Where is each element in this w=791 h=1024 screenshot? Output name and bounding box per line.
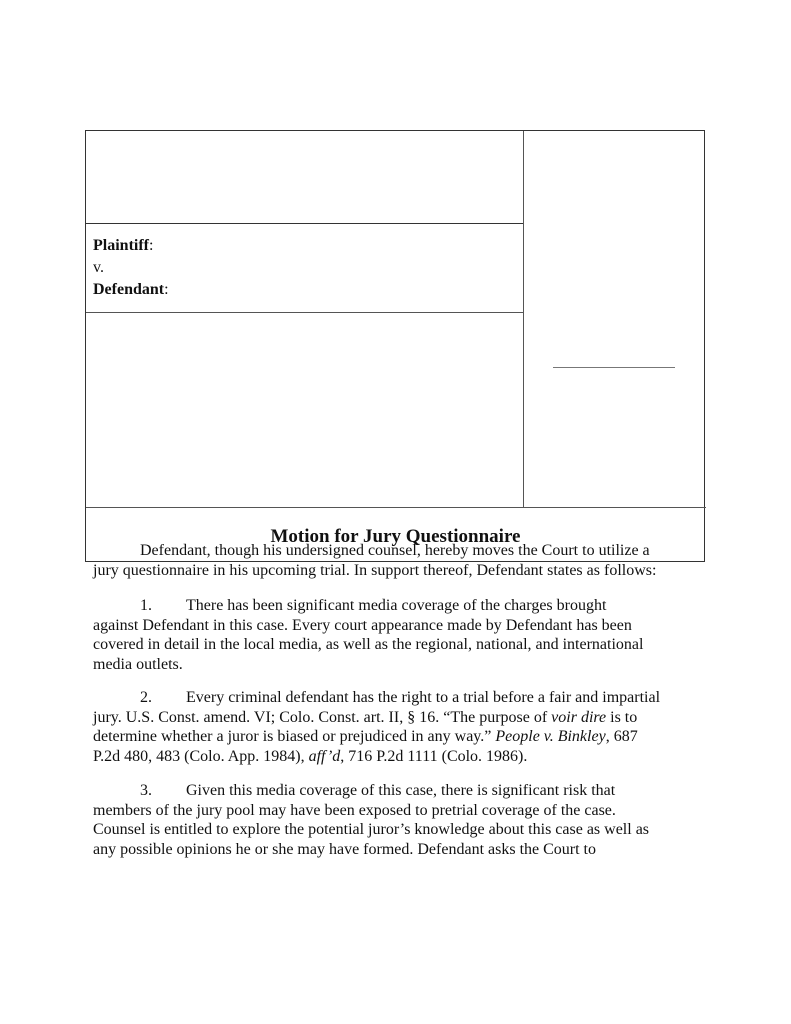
intro-line: Defendant, though his undersigned counsel, hereby moves the Court to utilize a: [140, 542, 650, 559]
paragraph-line: jury. U.S. Const. amend. VI; Colo. Const. art. II, § 16. “The purpose of voir dire is to: [93, 708, 638, 726]
case-term: voir dire: [551, 708, 607, 726]
paragraph-line: covered in detail in the local media, as well as the regional, national, and international: [93, 636, 644, 653]
intro-paragraph: [93, 541, 693, 580]
case-caption-box: [85, 130, 705, 562]
paragraph-line: media outlets.: [93, 655, 183, 673]
caption-divider-top: [86, 223, 523, 224]
defendant-label: Defendant: [93, 281, 165, 298]
paragraph-number: 2.: [140, 689, 152, 706]
paragraph-1: [93, 596, 693, 674]
paragraph-line: 1. There has been significant media coverage of the charges brought: [140, 597, 607, 614]
paragraph-number: 1.: [140, 597, 152, 614]
document-title: Motion for Jury Questionnaire: [270, 526, 521, 547]
plaintiff-colon: :: [149, 237, 154, 254]
court-use-line: [553, 367, 675, 368]
intro-line: jury questionnaire in his upcoming trial. In support thereof, Defendant states as follows:: [93, 561, 657, 579]
paragraph-line: members of the jury pool may have been exposed to pretrial coverage of the case.: [93, 801, 616, 819]
caption-divider-bottom: [86, 507, 706, 508]
caption-vertical-divider: [523, 131, 524, 507]
paragraph-line: Counsel is entitled to explore the potential juror’s knowledge about this case as well as: [93, 821, 650, 838]
defendant-line: [93, 279, 169, 301]
versus-text: v.: [93, 259, 104, 276]
paragraph-3: [93, 781, 693, 859]
paragraph-line: P.2d 480, 483 (Colo. App. 1984), aff’d, 716 P.2d 1111 (Colo. 1986).: [93, 747, 528, 765]
paragraph-line: determine whether a juror is biased or prejudiced in any way.” People v. Binkley, 687: [93, 728, 638, 745]
paragraph-2: [93, 688, 693, 766]
paragraph-line: 2. Every criminal defendant has the right to a trial before a fair and impartial: [140, 689, 661, 706]
defendant-colon: :: [164, 281, 169, 298]
paragraph-line: 3. Given this media coverage of this case, there is significant risk that: [140, 782, 616, 799]
paragraph-number: 3.: [140, 782, 152, 799]
parties-block: [93, 235, 169, 301]
paragraph-line: against Defendant in this case. Every court appearance made by Defendant has been: [93, 616, 632, 634]
case-citation-name: People v. Binkley: [495, 728, 606, 745]
plaintiff-line: [93, 235, 169, 257]
citation-signal: aff’d: [308, 747, 341, 765]
caption-divider-middle: [86, 312, 523, 313]
paragraph-line: any possible opinions he or she may have formed. Defendant asks the Court to: [93, 840, 596, 858]
plaintiff-label: Plaintiff: [93, 237, 149, 254]
